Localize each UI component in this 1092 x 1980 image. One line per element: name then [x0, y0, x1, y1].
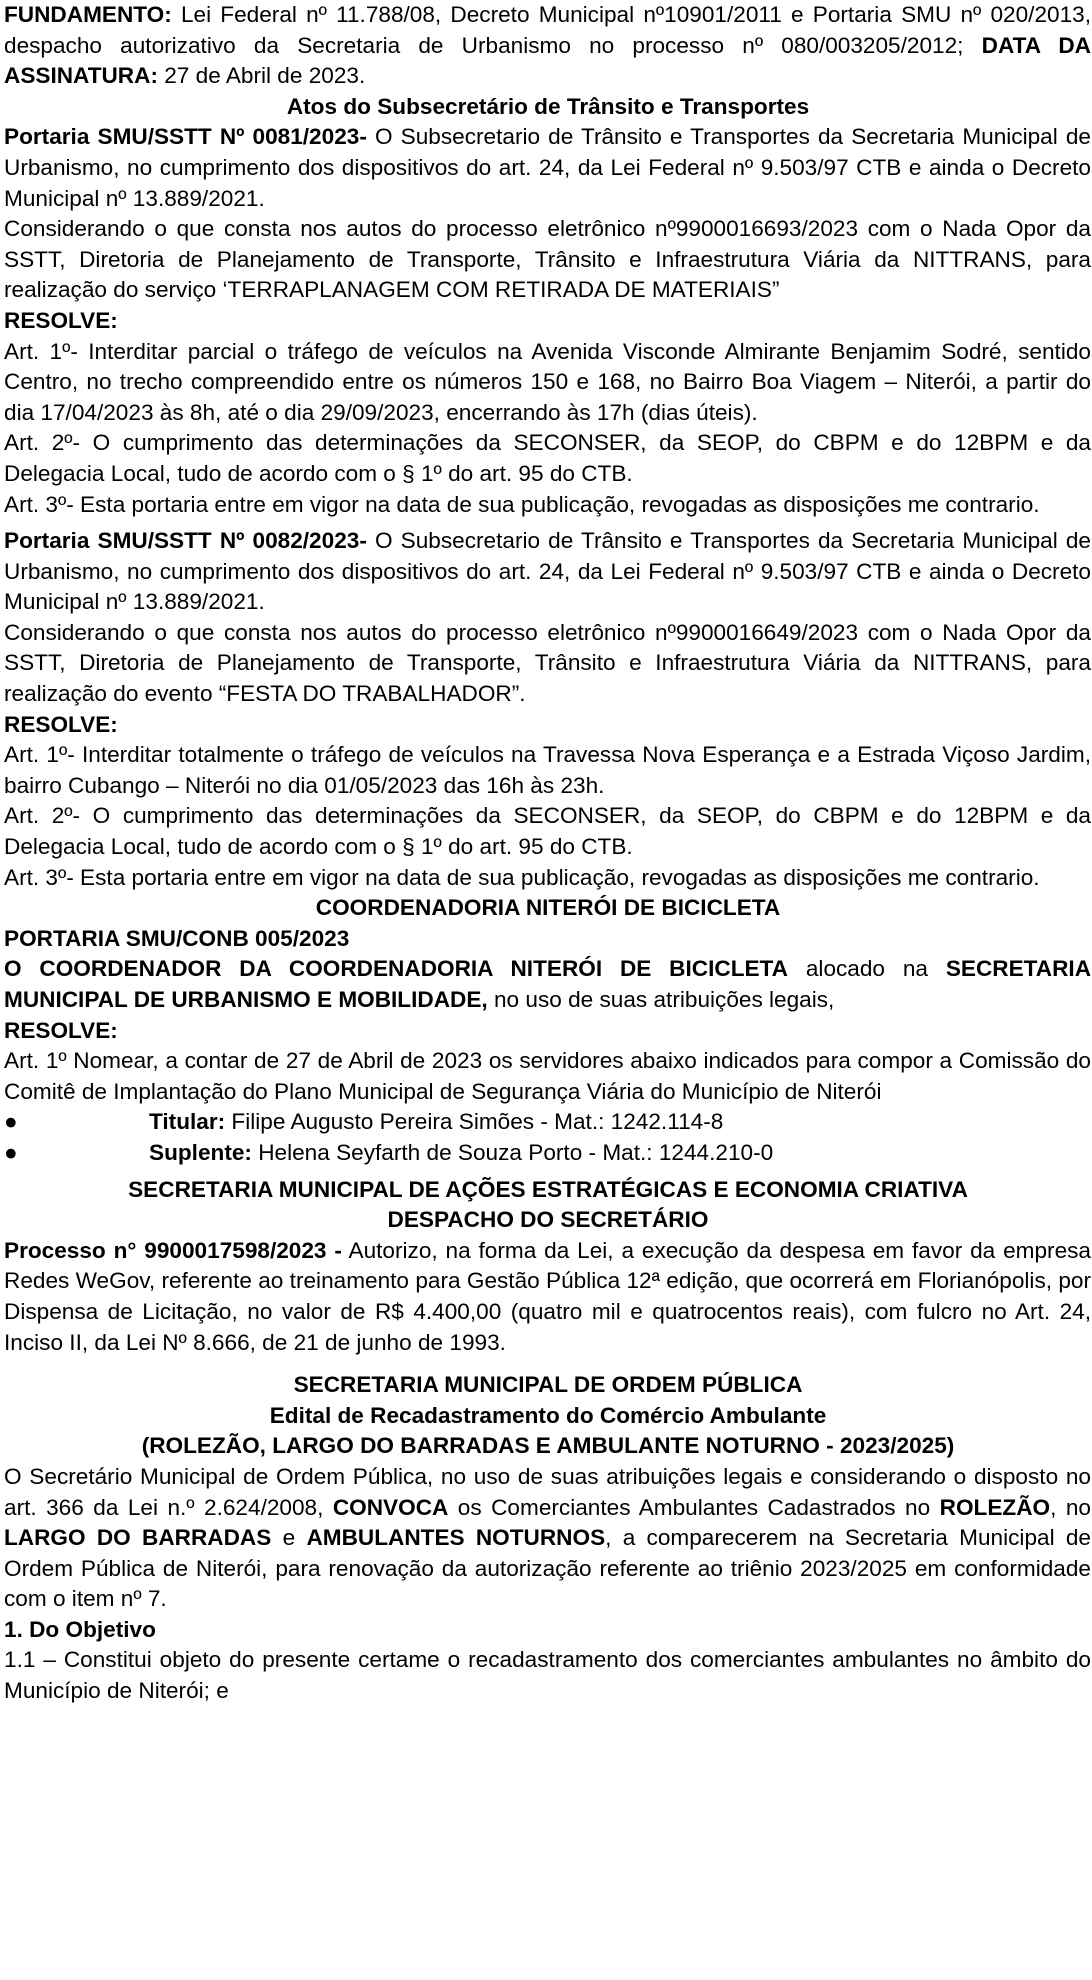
portaria-0082-art2: Art. 2º- O cumprimento das determinações da SECONSER, da SEOP, do CBPM e do 12BPM e da Delegacia Local, tudo de acordo com o § 1º do art. 95 do CTB. [4, 803, 1091, 860]
portaria-0081-art1: Art. 1º- Interditar parcial o tráfego de veículos na Avenida Visconde Almirante Benjamim Sodré, sentido Centro, no trecho compreendido entre os números 150 e 168, no Bairro Boa Viagem – Niterói, a partir do dia 17/04/2023 às 8h, até o dia 29/09/2023, encerrando às 17h (dias úteis). [4, 338, 1091, 425]
portaria-0082-intro [4, 526, 1091, 618]
convoca-text-a: O Secretário Municipal de Ordem Pública, no uso de suas atribuições legais e considerando o disposto no art. 366 da Lei n.º 2.624/2008, [4, 1463, 1091, 1520]
member-text [149, 1107, 723, 1138]
processo-number: Processo n° 9900017598/2023 - [4, 1237, 342, 1263]
objetivo-heading: 1. Do Objetivo [4, 1616, 156, 1642]
member-titular [4, 1107, 1091, 1138]
alocado-text: alocado na [788, 956, 946, 982]
bicicleta-coordenador-paragraph [4, 954, 1091, 1015]
portaria-0082-art1: Art. 1º- Interditar totalmente o tráfego de veículos na Travessa Nova Esperança e a Estrada Viçoso Jardim, bairro Cubango – Niterói no dia 01/05/2023 das 16h às 23h. [4, 742, 1091, 798]
ordem-publica-heading: SECRETARIA MUNICIPAL DE ORDEM PÚBLICA [293, 1372, 803, 1398]
portaria-0081-art2: Art. 2º- O cumprimento das determinações da SECONSER, da SEOP, do CBPM e do 12BPM e da Delegacia Local, tudo de acordo com o § 1º do art. 95 do CTB. [4, 430, 1091, 486]
portaria-0081-resolve: RESOLVE: [4, 307, 118, 333]
member-name: Helena Seyfarth de Souza Porto - Mat.: 1244.210-0 [251, 1139, 774, 1165]
member-role: Suplente: [149, 1139, 252, 1165]
portaria-0082-considerando: Considerando o que consta nos autos do processo eletrônico nº9900016649/2023 com o Nada Opor da SSTT, Diretoria de Planejamento de Transporte, Trânsito e Infraestrutura Viária da NITTRANS, para realização do evento “FESTA DO TRABALHADOR”. [4, 619, 1091, 707]
bicicleta-heading: COORDENADORIA NITERÓI DE BICICLETA [315, 895, 781, 921]
bicicleta-resolve: RESOLVE: [4, 1017, 118, 1043]
convoca-text-e: , a comparecerem na Secretaria Municipal de Ordem Pública de Niterói, para renovação da autorização referente ao triênio 2023/2025 em conformidade com o item nº 7. [4, 1525, 1091, 1612]
member-name: Filipe Augusto Pereira Simões - Mat.: 1242.114-8 [225, 1109, 724, 1135]
fundamento-text: Lei Federal nº 11.788/08, Decreto Municipal nº10901/2011 e Portaria SMU nº 020/2013, despacho autorizativo da Secretaria de Urbanismo no processo nº 080/003205/2012; [4, 2, 1091, 58]
ambulantes-bold: AMBULANTES NOTURNOS [306, 1525, 606, 1551]
rolezao-bold: ROLEZÃO [939, 1494, 1051, 1520]
coordenador-bold: O COORDENADOR DA COORDENADORIA NITERÓI DE BICICLETA [4, 956, 789, 982]
processo-paragraph [4, 1236, 1091, 1358]
convoca-bold: CONVOCA [332, 1494, 449, 1520]
edital-heading: Edital de Recadastramento do Comércio Ambulante [269, 1402, 827, 1428]
portaria-0081-art3: Art. 3º- Esta portaria entre em vigor na data de sua publicação, revogadas as disposições me contrario. [4, 491, 1040, 517]
bicicleta-portaria-title: PORTARIA SMU/CONB 005/2023 [4, 925, 350, 951]
convoca-text-d: e [271, 1525, 307, 1551]
edital-subheading: (ROLEZÃO, LARGO DO BARRADAS E AMBULANTE NOTURNO - 2023/2025) [141, 1433, 955, 1459]
portaria-0082-intro-text: O Subsecretario de Trânsito e Transportes da Secretaria Municipal de Urbanismo, no cumprimento dos dispositivos do art. 24, da Lei Federal nº 9.503/97 CTB e ainda o Decreto Municipal nº 13.889/2021. [4, 528, 1092, 615]
data-assinatura-label: DATA DA ASSINATURA: [4, 32, 1091, 89]
data-assinatura-text: 27 de Abril de 2023. [157, 63, 366, 89]
portaria-0082-resolve: RESOLVE: [4, 711, 118, 737]
convoca-paragraph [4, 1462, 1091, 1615]
portaria-0082-title: Portaria SMU/SSTT Nº 0082/2023- [4, 528, 367, 554]
uso-text: no uso de suas atribuições legais, [487, 987, 835, 1012]
acoes-heading: SECRETARIA MUNICIPAL DE AÇÕES ESTRATÉGICAS E ECONOMIA CRIATIVA [128, 1176, 968, 1202]
bullet-icon: ● [4, 1109, 18, 1135]
portaria-0081-considerando: Considerando o que consta nos autos do processo eletrônico nº9900016693/2023 com o Nada Opor da SSTT, Diretoria de Planejamento de Transporte, Trânsito e Infraestrutura Viária da NITTRANS, para realização do serviço ‘TERRAPLANAGEM COM RETIRADA DE MATERIAIS” [4, 216, 1091, 303]
convoca-text-b: os Comerciantes Ambulantes Cadastrados no [448, 1494, 940, 1520]
largo-bold: LARGO DO BARRADAS [4, 1525, 272, 1551]
item-1-1: 1.1 – Constitui objeto do presente certame o recadastramento dos comerciantes ambulantes no âmbito do Município de Niterói; e [4, 1647, 1091, 1704]
portaria-0081-title: Portaria SMU/SSTT Nº 0081/2023- [4, 124, 367, 150]
fundamento-paragraph [4, 0, 1091, 92]
convoca-text-c: , no [1050, 1494, 1091, 1520]
member-role: Titular: [149, 1109, 226, 1135]
portaria-0082-art3: Art. 3º- Esta portaria entre em vigor na data de sua publicação, revogadas as disposições me contrario. [4, 864, 1040, 890]
secretaria-bold: SECRETARIA MUNICIPAL DE URBANISMO E MOBILIDADE, [4, 956, 1092, 1012]
processo-text: Autorizo, na forma da Lei, a execução da despesa em favor da empresa Redes WeGov, referente ao treinamento para Gestão Pública 12ª edição, que ocorrerá em Florianópolis, por Dispensa de Licitação, no valor de R$ 4.400,00 (quatro mil e quatrocentos reais), com fulcro no Art. 24, Inciso II, da Lei Nº 8.666, de 21 de junho de 1993. [4, 1237, 1091, 1355]
portaria-0081-intro-text: O Subsecretario de Trânsito e Transportes da Secretaria Municipal de Urbanismo, no cumprimento dos dispositivos do art. 24, da Lei Federal nº 9.503/97 CTB e ainda o Decreto Municipal nº 13.889/2021. [4, 124, 1092, 211]
member-suplente [4, 1138, 1091, 1169]
fundamento-label: FUNDAMENTO: [4, 2, 172, 27]
member-text [149, 1138, 773, 1169]
bullet-icon: ● [4, 1139, 18, 1165]
sstt-heading: Atos do Subsecretário de Trânsito e Transportes [286, 93, 810, 119]
despacho-heading: DESPACHO DO SECRETÁRIO [387, 1207, 709, 1233]
portaria-0081-intro [4, 122, 1091, 214]
bicicleta-art1: Art. 1º Nomear, a contar de 27 de Abril de 2023 os servidores abaixo indicados para compor a Comissão do Comitê de Implantação do Plano Municipal de Segurança Viária do Município de Niterói [4, 1048, 1091, 1104]
